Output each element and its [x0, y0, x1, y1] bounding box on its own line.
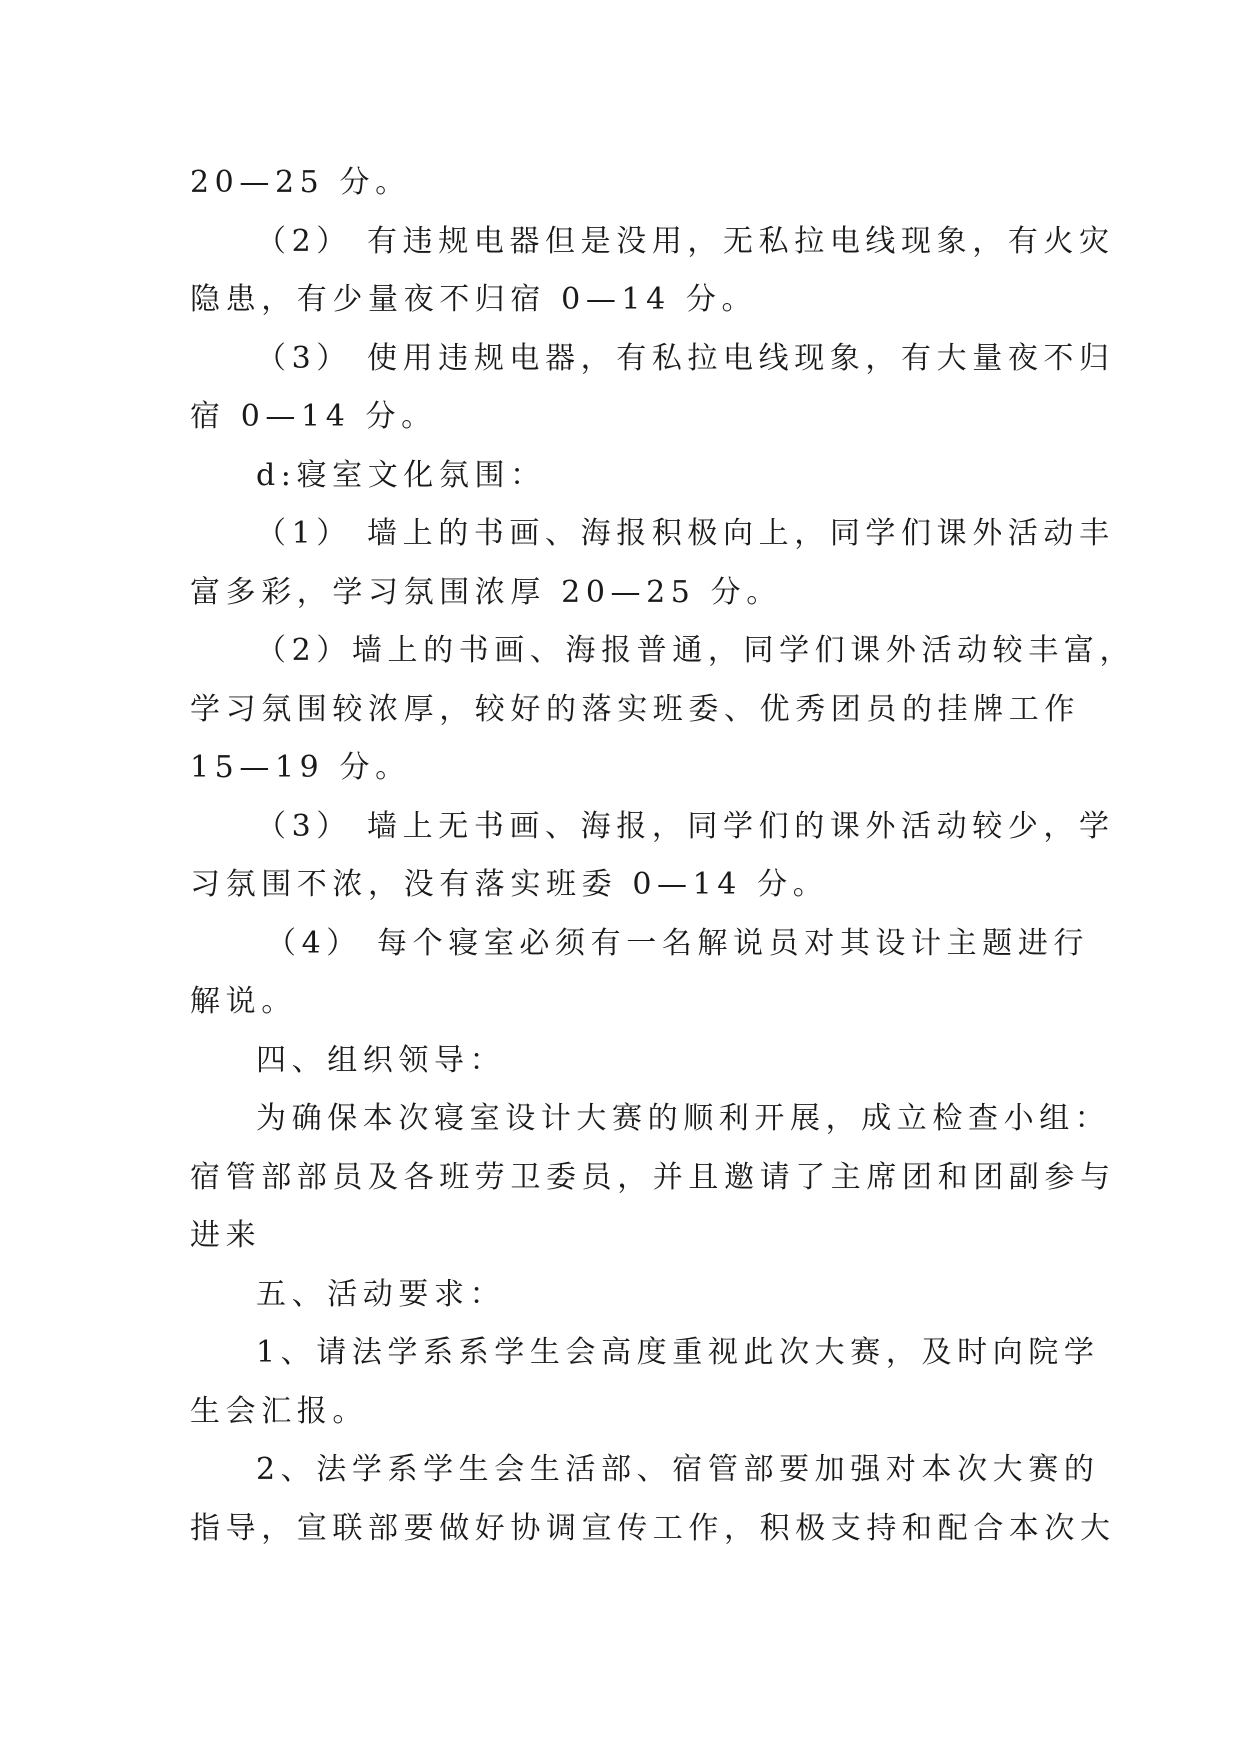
text-line: 宿 0—14 分。 [190, 399, 437, 434]
text-line: 进来 [190, 1218, 262, 1253]
text-line: 解说。 [190, 984, 297, 1019]
text-line: 指导，宣联部要做好协调宣传工作，积极支持和配合本次大 [190, 1510, 1116, 1546]
text-line: 富多彩，学习氛围浓厚 20—25 分。 [190, 574, 782, 610]
text-line: （4） 每个寝室必须有一名解说员对其设计主题进行 [266, 925, 1090, 961]
text-line: 生会汇报。 [190, 1393, 368, 1429]
text-line: （2）墙上的书画、海报普通，同学们课外活动较丰富， [256, 633, 1136, 668]
text-line: 2、法学系学生会生活部、宿管部要加强对本次大赛的 [256, 1452, 1100, 1487]
document-body [190, 154, 1136, 1558]
text-line: 学习氛围较浓厚，较好的落实班委、优秀团员的挂牌工作 [190, 691, 1080, 727]
text-line: 隐患，有少量夜不归宿 0—14 分。 [190, 282, 758, 317]
text-line: 宿管部部员及各班劳卫委员，并且邀请了主席团和团副参与 [190, 1159, 1116, 1195]
text-line: 20—25 分。 [190, 165, 411, 200]
text-line: （2） 有违规电器但是没用，无私拉电线现象，有火灾 [256, 223, 1115, 259]
text-line: （3） 使用违规电器，有私拉电线现象，有大量夜不归 [256, 340, 1115, 376]
text-line: （1） 墙上的书画、海报积极向上，同学们课外活动丰 [256, 516, 1115, 551]
text-line: （3） 墙上无书画、海报，同学们的课外活动较少，学 [256, 808, 1115, 844]
section-heading: d:寝室文化氛围： [256, 457, 546, 493]
section-heading: 四、组织领导： [256, 1042, 506, 1078]
text-line: 为确保本次寝室设计大赛的顺利开展，成立检查小组： [256, 1101, 1111, 1136]
text-line: 习氛围不浓，没有落实班委 0—14 分。 [190, 867, 829, 902]
section-heading: 五、活动要求： [256, 1276, 506, 1312]
text-line: 1、请法学系系学生会高度重视此次大赛，及时向院学 [256, 1335, 1100, 1370]
text-line: 15—19 分。 [190, 750, 411, 785]
